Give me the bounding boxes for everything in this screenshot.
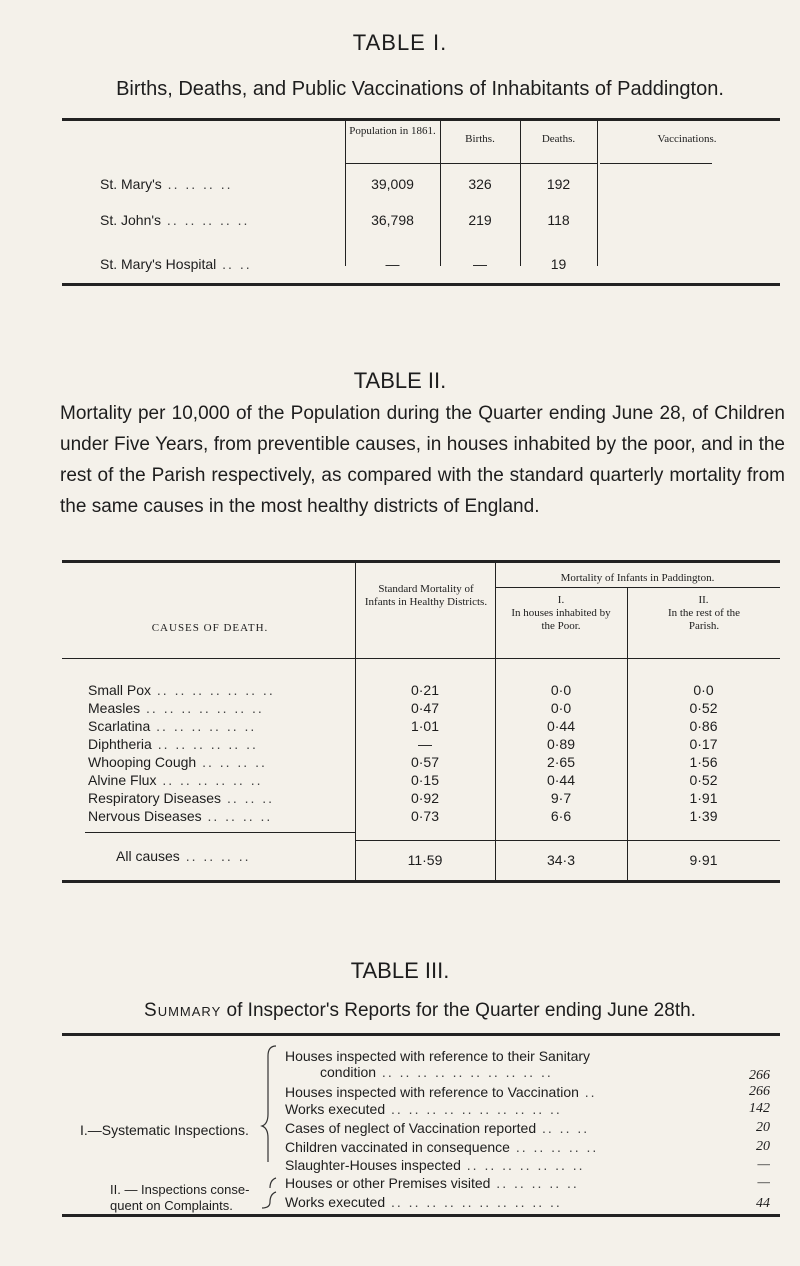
- table1-title: TABLE I.: [352, 30, 448, 55]
- table2-group-rule: [495, 587, 780, 588]
- standard-total-cell: 11·59: [407, 852, 443, 868]
- table-row: Respiratory Diseases .. .. ..: [88, 790, 275, 806]
- cause-label: Nervous Diseases: [88, 808, 202, 824]
- table-row: Nervous Diseases .. .. .. ..: [88, 808, 273, 824]
- cause-label: Whooping Cough: [88, 754, 197, 770]
- table1-top-rule: [62, 118, 780, 121]
- table3-subtitle: [60, 1000, 780, 1022]
- standard-cell: 1·01: [410, 718, 440, 734]
- table1-population-cell: 36,798: [371, 212, 414, 228]
- rest-cell: 0·17: [689, 736, 718, 752]
- table-row: Alvine Flux .. .. .. .. .. ..: [88, 772, 263, 788]
- table1-divider: [345, 120, 346, 266]
- table3-item-label: Houses or other Premises visited: [285, 1175, 491, 1191]
- table2-header-col2-number: II.: [698, 594, 709, 606]
- poor-total-cell: 34·3: [546, 852, 576, 868]
- row-label: St. Mary's Hospital: [100, 256, 217, 272]
- table2-header-causes: CAUSES OF DEATH.: [151, 622, 269, 634]
- rest-cell: 1·91: [689, 790, 718, 806]
- table2-divider: [627, 588, 628, 882]
- table3-value: 266: [749, 1084, 770, 1099]
- table2-header-rule: [62, 658, 780, 659]
- table3-item: Works executed .. .. .. .. .. .. .. .. .. ..: [285, 1194, 562, 1210]
- table-row: Whooping Cough .. .. .. ..: [88, 754, 267, 770]
- table2-header-col2: In the rest of the Parish.: [667, 607, 741, 632]
- row-label: St. Mary's: [100, 176, 162, 192]
- table1-population-cell: 39,009: [371, 176, 414, 192]
- table3-value: 142: [749, 1101, 770, 1116]
- poor-cell: 0·89: [546, 736, 576, 752]
- table3-top-rule: [62, 1033, 780, 1036]
- table-row: Small Pox .. .. .. .. .. .. ..: [88, 682, 275, 698]
- table1-births-cell: 326: [468, 176, 492, 192]
- table3-item-label: Children vaccinated in consequence: [285, 1139, 510, 1155]
- poor-cell: 9·7: [550, 790, 572, 806]
- rest-cell: 1·39: [689, 808, 718, 824]
- table2-total-row: All causes .. .. .. ..: [116, 848, 251, 864]
- standard-cell: —: [418, 736, 432, 752]
- table3-value: 266: [749, 1068, 770, 1083]
- table1-header-deaths: Deaths.: [541, 133, 576, 145]
- table3-value: 20: [756, 1139, 770, 1154]
- table-row: St. Mary's .. .. .. ..: [100, 176, 233, 192]
- rest-cell: 0·86: [689, 718, 718, 734]
- table3-item-label: Works executed: [285, 1194, 386, 1210]
- poor-cell: 6·6: [550, 808, 572, 824]
- table3-item-label: Houses inspected with reference to Vaccination: [285, 1084, 579, 1100]
- cause-label: Respiratory Diseases: [88, 790, 222, 806]
- table3-item-label: Cases of neglect of Vaccination reported: [285, 1120, 537, 1136]
- table-row: St. Mary's Hospital .. ..: [100, 256, 252, 272]
- standard-cell: 0·15: [410, 772, 440, 788]
- table1-deaths-cell: 19: [550, 256, 567, 272]
- cause-label: Scarlatina: [88, 718, 151, 734]
- table3-value: 20: [756, 1120, 770, 1135]
- table3-value: —: [757, 1157, 770, 1172]
- standard-cell: 0·21: [410, 682, 440, 698]
- table1-bottom-rule: [62, 283, 780, 286]
- table-row: Diphtheria .. .. .. .. .. ..: [88, 736, 258, 752]
- table2-header-group: Mortality of Infants in Paddington.: [560, 572, 715, 584]
- table2-header-standard: Standard Mortality of Infants in Healthy Districts.: [364, 583, 488, 608]
- table1-header-vaccinations: Vaccinations.: [657, 133, 717, 145]
- table2-header-col1: In houses inhabited by the Poor.: [511, 607, 611, 632]
- standard-cell: 0·57: [410, 754, 440, 770]
- table3-item-label: condition: [320, 1064, 377, 1080]
- cause-label: Small Pox: [88, 682, 152, 698]
- table3-item: Cases of neglect of Vaccination reported .. .. ..: [285, 1120, 590, 1136]
- table3-item: Houses inspected with reference to their Sanitary: [285, 1048, 591, 1064]
- cause-label: Diphtheria: [88, 736, 152, 752]
- table2-header-col1-number: I.: [557, 594, 565, 606]
- table2-description: Mortality per 10,000 of the Population during the Quarter ending June 28, of Children under Five Years, from preventible causes, in houses inhabited by the poor, and in the rest of the Parish respectively, as compared with the standard quarterly mortality from the same causes in the most healthy districts of England.: [60, 403, 785, 517]
- table1-deaths-cell: 118: [547, 212, 570, 228]
- table1-header-rule: [345, 163, 597, 164]
- table3-item: Houses inspected with reference to Vaccination ..: [285, 1084, 597, 1100]
- table1-population-cell: —: [385, 256, 400, 272]
- table3-group2-label-line1: II. — Inspections conse-: [110, 1182, 250, 1197]
- brace-icon: [258, 1042, 284, 1212]
- table3-item-label: Slaughter-Houses inspected: [285, 1157, 461, 1173]
- table1-header-population: Population in 1861.: [349, 125, 436, 137]
- cause-label: All causes: [116, 848, 180, 864]
- rest-cell: 0·0: [693, 682, 714, 698]
- table2-total-rule: [355, 840, 780, 841]
- table3-item: Houses or other Premises visited .. .. .. .. ..: [285, 1175, 579, 1191]
- cause-label: Alvine Flux: [88, 772, 157, 788]
- table2-total-rule: [85, 832, 355, 833]
- poor-cell: 2·65: [546, 754, 576, 770]
- rest-cell: 0·52: [689, 772, 718, 788]
- table1-header-births: Births.: [465, 133, 495, 145]
- poor-cell: 0·44: [546, 718, 576, 734]
- standard-cell: 0·92: [410, 790, 440, 806]
- table3-item-label: Works executed: [285, 1101, 386, 1117]
- table1-deaths-cell: 192: [546, 176, 571, 192]
- table3-group1-label: I.—Systematic Inspections.: [80, 1122, 249, 1138]
- poor-cell: 0·0: [550, 682, 572, 698]
- table1-births-cell: —: [473, 256, 487, 272]
- table-row: Measles .. .. .. .. .. .. ..: [88, 700, 264, 716]
- standard-cell: 0·73: [410, 808, 440, 824]
- table2-bottom-rule: [62, 880, 780, 883]
- table1-header-rule: [600, 163, 712, 164]
- table-row: St. John's .. .. .. .. ..: [100, 212, 250, 228]
- standard-cell: 0·47: [410, 700, 440, 716]
- table2-top-rule: [62, 560, 780, 563]
- table3-item: Slaughter-Houses inspected .. .. .. .. .. .. ..: [285, 1157, 585, 1173]
- row-label: St. John's: [100, 212, 162, 228]
- table3-bottom-rule: [62, 1214, 780, 1217]
- poor-cell: 0·44: [546, 772, 576, 788]
- table-row: Scarlatina .. .. .. .. .. ..: [88, 718, 257, 734]
- rest-total-cell: 9·91: [689, 852, 718, 868]
- cause-label: Measles: [88, 700, 141, 716]
- table3-subtitle-smallcaps: Summary: [144, 1000, 222, 1021]
- table3-value: 44: [756, 1196, 770, 1211]
- table2-title: TABLE II.: [353, 368, 447, 393]
- poor-cell: 0·0: [550, 700, 572, 716]
- table1-subtitle: Births, Deaths, and Public Vaccinations of Inhabitants of Paddington.: [116, 78, 724, 100]
- table3-subtitle-text: of Inspector's Reports for the Quarter ending June 28th.: [226, 1000, 696, 1021]
- table3-item: Works executed .. .. .. .. .. .. .. .. .. ..: [285, 1101, 562, 1117]
- table3-item: Children vaccinated in consequence .. .. .. .. ..: [285, 1139, 599, 1155]
- table3-title: TABLE III.: [350, 958, 450, 983]
- rest-cell: 0·52: [689, 700, 718, 716]
- table3-item: condition .. .. .. .. .. .. .. .. .. ..: [320, 1064, 553, 1080]
- table3-group2-label-line2: quent on Complaints.: [110, 1198, 233, 1213]
- rest-cell: 1·56: [689, 754, 718, 770]
- table1-births-cell: 219: [468, 212, 492, 228]
- table3-value: —: [757, 1175, 770, 1190]
